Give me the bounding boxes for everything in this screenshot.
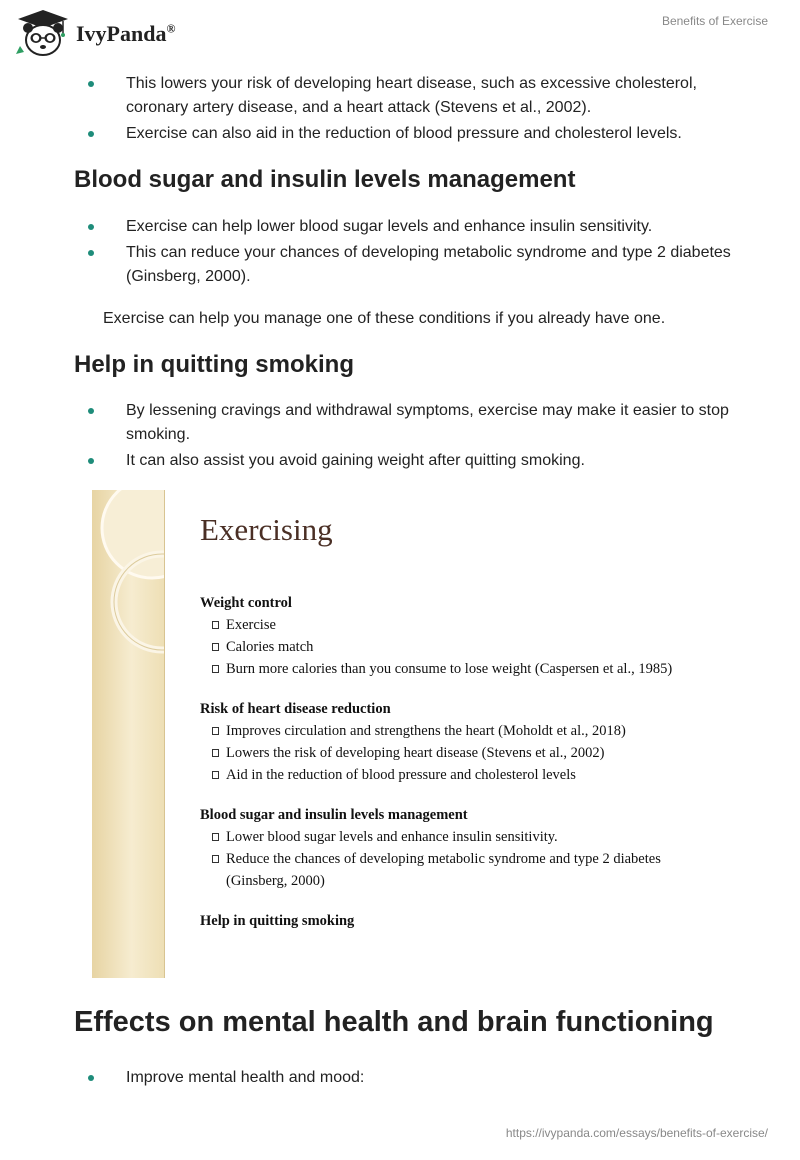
page-header	[0, 0, 800, 62]
decorative-circles-icon	[92, 490, 164, 690]
slide-decorative-bar	[92, 490, 165, 978]
slide-title: Exercising	[200, 512, 333, 547]
bullet-dot-icon	[88, 131, 94, 137]
slide-section-weight	[200, 592, 700, 680]
slide-item: Aid in the reduction of blood pressure and cholesterol levels	[200, 764, 700, 786]
slide-item: Burn more calories than you consume to lose weight (Caspersen et al., 1985)	[200, 658, 700, 680]
slide-image-exercising	[92, 490, 707, 980]
page-label: Benefits of Exercise	[661, 14, 768, 28]
list-item: Exercise can help lower blood sugar levels and enhance insulin sensitivity.	[88, 215, 738, 239]
bullet-dot-icon	[88, 1075, 94, 1081]
paragraph-manage-conditions: Exercise can help you manage one of these conditions if you already have one.	[103, 310, 666, 327]
list-item: By lessening cravings and withdrawal symptoms, exercise may make it easier to stop smoking.	[88, 399, 738, 447]
checkbox-bullet-icon	[212, 643, 219, 651]
slide-section-heading: Help in quitting smoking	[200, 913, 355, 929]
brand-logo[interactable]	[14, 8, 175, 58]
bullet-list-heart	[88, 72, 738, 146]
slide-section-heading: Blood sugar and insulin levels management	[200, 807, 468, 823]
heading-quitting-smoking: Help in quitting smoking	[74, 351, 354, 378]
bullet-dot-icon	[88, 250, 94, 256]
list-item: Exercise can also aid in the reduction of blood pressure and cholesterol levels.	[88, 122, 738, 146]
bullet-dot-icon	[88, 81, 94, 87]
slide-section-smoking	[200, 910, 700, 932]
checkbox-bullet-icon	[212, 855, 219, 863]
checkbox-bullet-icon	[212, 771, 219, 779]
list-item: It can also assist you avoid gaining weight after quitting smoking.	[88, 449, 738, 473]
bullet-list-blood-sugar	[88, 215, 738, 289]
bullet-dot-icon	[88, 224, 94, 230]
checkbox-bullet-icon	[212, 665, 219, 673]
slide-item: Exercise	[200, 614, 700, 636]
list-item: This lowers your risk of developing heart disease, such as excessive cholesterol, coronary artery disease, and a heart attack (Stevens et al., 2002).	[88, 72, 738, 120]
slide-body	[200, 592, 700, 950]
panda-logo-icon	[14, 8, 72, 58]
slide-item: Reduce the chances of developing metabolic syndrome and type 2 diabetes (Ginsberg, 2000)	[200, 848, 700, 892]
slide-item: Calories match	[200, 636, 700, 658]
bullet-dot-icon	[88, 458, 94, 464]
checkbox-bullet-icon	[212, 621, 219, 629]
bullet-dot-icon	[88, 408, 94, 414]
checkbox-bullet-icon	[212, 833, 219, 841]
slide-section-heart	[200, 698, 700, 786]
heading-mental-health: Effects on mental health and brain functioning	[74, 1006, 714, 1038]
slide-item: Improves circulation and strengthens the heart (Moholdt et al., 2018)	[200, 720, 700, 742]
slide-section-blood-sugar	[200, 804, 700, 892]
heading-blood-sugar: Blood sugar and insulin levels management	[74, 166, 576, 193]
checkbox-bullet-icon	[212, 749, 219, 757]
source-url[interactable]: https://ivypanda.com/essays/benefits-of-exercise/	[505, 1126, 768, 1140]
slide-item: Lower blood sugar levels and enhance insulin sensitivity.	[200, 826, 700, 848]
list-item: Improve mental health and mood:	[88, 1066, 738, 1090]
list-item: This can reduce your chances of developing metabolic syndrome and type 2 diabetes (Ginsberg, 2000).	[88, 241, 738, 289]
slide-section-heading: Weight control	[200, 595, 292, 611]
brand-name: IvyPanda®	[76, 21, 176, 46]
slide-section-heading: Risk of heart disease reduction	[200, 701, 391, 717]
checkbox-bullet-icon	[212, 727, 219, 735]
bullet-list-smoking	[88, 399, 738, 473]
slide-item: Lowers the risk of developing heart disease (Stevens et al., 2002)	[200, 742, 700, 764]
bullet-list-mental	[88, 1066, 738, 1090]
